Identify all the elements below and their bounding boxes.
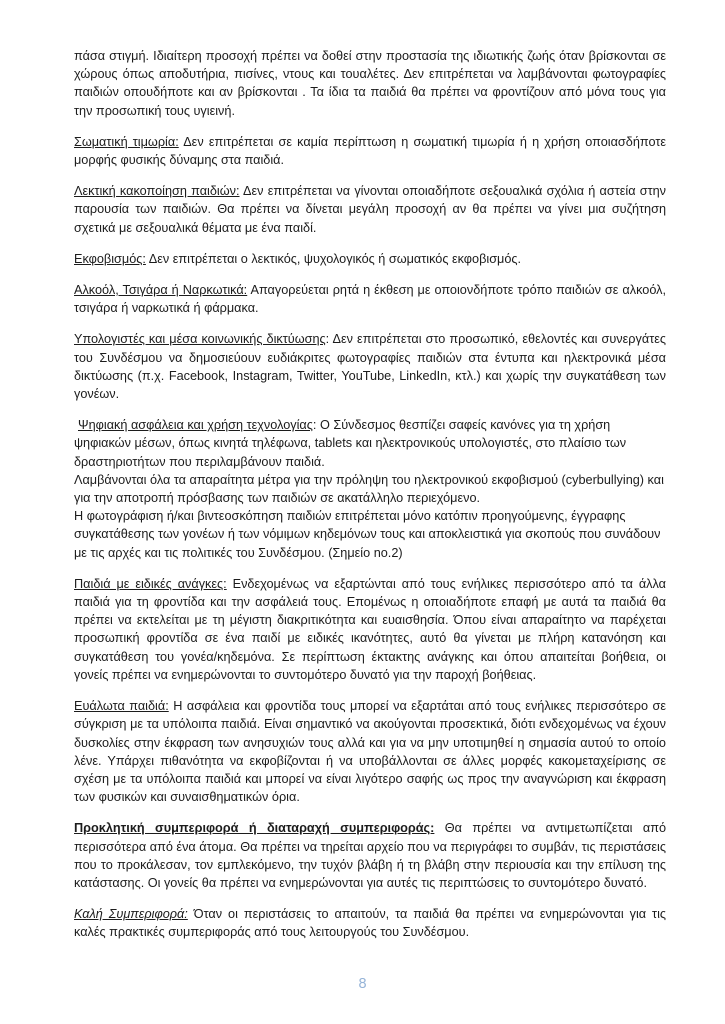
section-vulnerable-children xyxy=(74,697,666,806)
section-heading: Παιδιά με ειδικές ανάγκες: xyxy=(74,576,227,591)
paragraph-text: Δεν επιτρέπεται σε καμία περίπτωση η σωματική τιμωρία ή η χρήση οποιασδήποτε μορφής φυσικής δύναμης στα παιδιά. xyxy=(74,134,666,168)
section-good-behaviour xyxy=(74,905,666,941)
section-heading: Λεκτική κακοποίηση παιδιών: xyxy=(74,184,240,199)
section-physical-punishment xyxy=(74,133,666,169)
section-challenging-behaviour xyxy=(74,819,666,892)
page-number: 8 xyxy=(358,976,367,992)
document-body xyxy=(74,47,666,955)
section-alcohol-drugs xyxy=(74,281,666,317)
section-bullying xyxy=(74,250,666,268)
paragraph-continuation xyxy=(74,47,666,120)
section-special-needs-children xyxy=(74,575,666,684)
section-heading: Ψηφιακή ασφάλεια και χρήση τεχνολογίας xyxy=(78,418,313,433)
section-heading: Αλκοόλ, Τσιγάρα ή Ναρκωτικά: xyxy=(74,283,248,298)
section-heading: Υπολογιστές και μέσα κοινωνικής δικτύωσης xyxy=(74,332,326,347)
section-computers-social-media xyxy=(74,330,666,403)
section-heading-colon: : xyxy=(312,418,317,433)
section-heading: Προκλητική συμπεριφορά ή διαταραχή συμπεριφοράς: xyxy=(74,821,435,836)
paragraph-text: Θα πρέπει να αντιμετωπίζεται από περισσότερα από ένα άτομα. Θα πρέπει να τηρείται αρχείο που να περιγράφει το συμβάν, τις περιστάσεις που το προκάλεσαν, τον εμπλεκόμενο, την τυχόν βλάβη ή τη βλάβη στην περιουσία και την επίλυση της κατάστασης. Οι γονείς θα πρέπει να ενημερώνονται για αυτές τις περιπτώσεις το συντομότερο δυνατό. xyxy=(74,821,667,890)
paragraph-text: Όταν οι περιστάσεις το απαιτούν, τα παιδιά θα πρέπει να ενημερώνονται για τις καλές πρακτικές συμπεριφοράς από τους λειτουργούς του Συνδέσμου. xyxy=(74,907,667,940)
paragraph-text: Λαμβάνονται όλα τα απαραίτητα μέτρα για την πρόληψη του ηλεκτρονικού εκφοβισμού (cyberbullying) και για την αποτροπή πρόσβασης των παιδιών σε ακατάλληλο περιεχόμενο. xyxy=(74,472,664,506)
paragraph-text: Η φωτογράφιση ή/και βιντεοσκόπηση παιδιών επιτρέπεται μόνο κατόπιν προηγούμενης, έγγραφης συγκατάθεσης των γονέων ή των νόμιμων κηδεμόνων τους και αποκλειστικά για σκοπούς που συνάδουν με τις αρχές και τις πολιτικές του Συνδέσμου. (Σημείο no.2) xyxy=(74,509,661,560)
section-verbal-abuse xyxy=(74,182,666,237)
section-heading: Σωματική τιμωρία: xyxy=(74,134,179,149)
paragraph-text: πάσα στιγμή. Ιδιαίτερη προσοχή πρέπει να δοθεί στην προστασία της ιδιωτικής ζωής όταν βρίσκονται σε χώρους όπως αποδυτήρια, πισίνες, ντους και τουαλέτες. Δεν επιτρέπεται να λαμβάνονται φωτογραφίες παιδιών οπουδήποτε και αν βρίσκονται . Τα ίδια τα παιδιά θα πρέπει να φροντίζουν από μόνα τους για την προσωπική τους υγιεινή. xyxy=(74,49,666,118)
paragraph-text: Ενδεχομένως να εξαρτώνται από τους ενήλικες περισσότερο από τα άλλα παιδιά για τη φροντίδα και την ασφάλειά τους. Επομένως η οποιαδήποτε επαφή με αυτά τα παιδιά θα πρέπει να εκτελείται με τη μέγιστη διακριτικότητα και ευαισθησία. Όπου είναι απαραίτητο να παρέχεται προσωπική φροντίδα σε ένα παιδί με ειδικές ικανότητες, αυτό θα γίνεται με πλήρη κατανόηση και συγκατάθεση του γονέα/κηδεμόνα. Σε περίπτωση έκτακτης ανάγκης και όπου απαιτείται βοήθεια, οι γονείς πρέπει να ενημερώνονται το συντομότερο δυνατό για την παροχή βοήθειας. xyxy=(74,576,666,682)
page-footer xyxy=(0,974,725,994)
paragraph-text: Η ασφάλεια και φροντίδα τους μπορεί να εξαρτάται από τους ενήλικες περισσότερο σε σύγκριση με τα υπόλοιπα παιδιά. Είναι σημαντικό να ακούγονται προσεκτικά, διότι ενδεχομένως να έχουν δυσκολίες στην έκφραση των ανησυχιών τους αλλά και για να μην υποτιμηθεί η σημασία αυτού το οποίο λένε. Υπάρχει πιθανότητα να εκφοβίζονται ή να υποβάλλονται σε άλλες μορφές κακομεταχείρισης σε σχέση με τα υπόλοιπα παιδιά και μπορεί να είναι λιγότερο σαφής ως προς την αναγνώριση και έκφραση των φυσικών και συναισθηματικών όρια. xyxy=(74,699,666,805)
section-heading: Καλή Συμπεριφορά: xyxy=(74,907,188,922)
section-heading: Εκφοβισμός: xyxy=(74,251,146,266)
paragraph-text: Ο Σύνδεσμος θεσπίζει σαφείς κανόνες για τη χρήση ψηφιακών μέσων, όπως κινητά τηλέφωνα, tablets και ηλεκτρονικούς υπολογιστές, στο πλαίσιο των δραστηριοτήτων που περιλαμβάνουν παιδιά. xyxy=(74,418,627,469)
paragraph-text: Δεν επιτρέπεται ο λεκτικός, ψυχολογικός ή σωματικός εκφοβισμός. xyxy=(148,251,522,266)
section-heading-colon: : xyxy=(325,332,330,347)
section-heading: Ευάλωτα παιδιά: xyxy=(74,699,169,714)
paragraph-text: Δεν επιτρέπεται να γίνονται οποιαδήποτε σεξουαλικά σχόλια ή αστεία στην παρουσία των παιδιών. Θα πρέπει να δίνεται μεγάλη προσοχή αν θα πρέπει να γίνει μια συζήτηση σχετικά με σεξουαλικά θέματα με ένα παιδί. xyxy=(74,184,666,235)
paragraph-text: Δεν επιτρέπεται στο προσωπικό, εθελοντές και συνεργάτες του Συνδέσμου να δημοσιεύουν ευδιάκριτες φωτογραφίες παιδιών στα έντυπα και ηλεκτρονικά μέσα δικτύωσης (π.χ. Facebook, Instagram, Twitter, YouTube, LinkedIn, κτλ.) και χωρίς την συγκατάθεση των γονέων. xyxy=(74,332,666,402)
paragraph-text: Απαγορεύεται ρητά η έκθεση με οποιονδήποτε τρόπο παιδιών σε αλκοόλ, τσιγάρα ή ναρκωτικά ή φάρμακα. xyxy=(74,283,666,316)
section-digital-safety xyxy=(74,416,666,562)
